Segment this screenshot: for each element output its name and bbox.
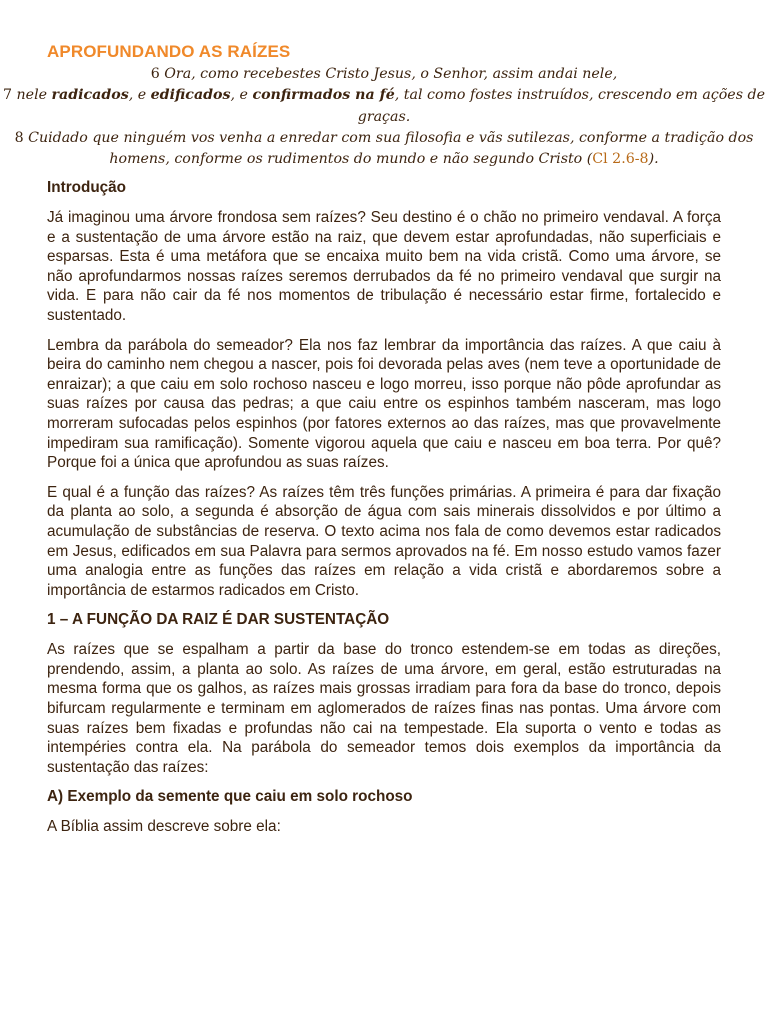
verse-text: , e xyxy=(128,87,147,104)
verse-text: , e xyxy=(230,87,248,104)
section-heading-intro: Introdução xyxy=(47,179,127,196)
verse-emphasis: radicados xyxy=(51,87,129,104)
verse-emphasis: confirmados na fé xyxy=(252,87,395,104)
page-title: APROFUNDANDO AS RAÍZES xyxy=(47,42,291,61)
verse-6 xyxy=(0,64,768,85)
section-heading-a: A) Exemplo da semente que caiu em solo rochoso xyxy=(47,788,413,806)
verse-text: , tal como fostes instruídos, crescendo em ações de graças. xyxy=(357,87,765,125)
verse-number: 8 xyxy=(14,129,24,146)
scripture-verses xyxy=(0,64,768,170)
paragraph: Já imaginou uma árvore frondosa sem raízes? Seu destino é o chão no primeiro vendaval. A força e a sustentação de uma árvore estão na raiz, que devem estar aprofundadas, não superficiais e esparsas. Esta é uma metáfora que se encaixa muito bem na vida cristã. Como uma árvore, se não aprofundarmos nossas raízes seremos derrubados da fé no primeiro vendaval que surgir na vida. E para não cair da fé nos momentos de tribulação é necessário estar firme, fortalecido e sustentado. xyxy=(47,209,721,324)
verse-text: Ora, como recebestes Cristo Jesus, o Senhor, assim andai nele, xyxy=(164,66,618,82)
paragraph: A Bíblia assim descreve sobre ela: xyxy=(47,818,281,836)
paragraph: E qual é a função das raízes? As raízes têm três funções primárias. A primeira é para dar fixação da planta ao solo, a segunda é absorção de água com sais minerais dissolvidos e por último a acumulação de substâncias de reserva. O texto acima nos fala de como devemos estar radicados em Jesus, edificados em sua Palavra para sermos aprovados na fé. Em nosso estudo vamos fazer uma analogia entre as funções das raízes em relação a vida cristã e abordaremos sobre a importância de estarmos radicados em Cristo. xyxy=(47,483,721,599)
verse-text: Cuidado que ninguém vos venha a enredar com sua filosofia e vãs sutilezas, conforme a tradição dos homens, conforme os rudimentos do mundo e não segundo Cristo ( xyxy=(28,129,754,168)
verse-7 xyxy=(0,85,768,128)
verse-8 xyxy=(0,128,768,171)
document-body xyxy=(47,178,721,847)
scripture-reference: Cl 2.6-8 xyxy=(592,151,649,168)
verse-number: 7 xyxy=(3,87,13,104)
section-heading-1: 1 – A FUNÇÃO DA RAIZ É DAR SUSTENTAÇÃO xyxy=(47,611,390,629)
verse-emphasis: edificados xyxy=(150,87,231,104)
verse-text: nele xyxy=(16,87,48,104)
paragraph: Lembra da parábola do semeador? Ela nos faz lembrar da importância das raízes. A que caiu à beira do caminho nem chegou a nascer, pois foi devorada pelas aves (nem teve a oportunidade de enraizar); a que caiu em solo rochoso nasceu e logo morreu, isso porque não pôde aprofundar as suas raízes por causa das pedras; a que caiu entre os espinhos também nasceram, mas logo morreram sufocadas pelos espinhos (por fatores externos ao das raízes, mas que provavelmente impediram sua ramificação). Somente vigorou aquela que caiu e nasceu em boa terra. Por quê? Porque foi a única que aprofundou as suas raízes. xyxy=(47,336,721,472)
verse-text: ). xyxy=(648,151,659,168)
verse-number: 6 xyxy=(150,66,160,82)
paragraph: As raízes que se espalham a partir da base do tronco estendem-se em todas as direções, prendendo, assim, a planta ao solo. As raízes de uma árvore, em geral, estão estruturadas na mesma forma que os galhos, as raízes mais grossas irradiam para fora da base do tronco, depois bifurcam regularmente e terminam em aglomerados de raízes finas nas pontas. Uma árvore com suas raízes bem fixadas e profundas não cai na tempestade. Ela suporta o vento e todas as intempéries contra ela. Na parábola do semeador temos dois exemplos da importância da sustentação das raízes: xyxy=(47,641,721,776)
